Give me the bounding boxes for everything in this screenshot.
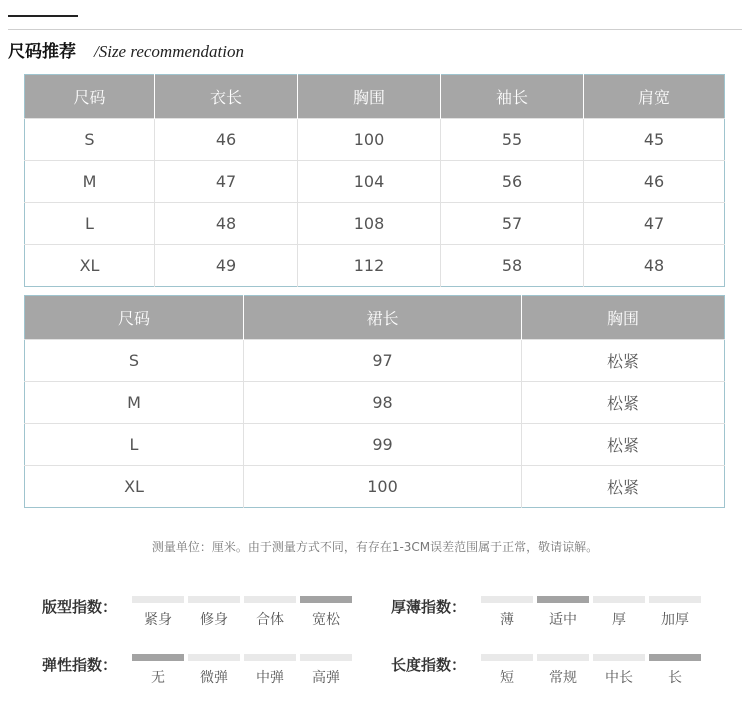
index-option <box>132 654 184 687</box>
header-cell: 尺码 <box>25 75 155 119</box>
index-option-label: 常规 <box>549 670 577 686</box>
table-cell: 104 <box>298 161 441 203</box>
table-header-row <box>25 75 725 119</box>
table-cell: L <box>25 203 155 245</box>
table-cell: 48 <box>584 245 725 287</box>
table-row <box>25 382 725 424</box>
table-cell: 48 <box>155 203 298 245</box>
index-option-label: 微弹 <box>200 670 228 686</box>
table-cell: 108 <box>298 203 441 245</box>
index-option <box>300 654 352 687</box>
table-cell: S <box>25 340 244 382</box>
table-cell: 58 <box>441 245 584 287</box>
index-option-label: 适中 <box>549 612 577 628</box>
table-cell: 112 <box>298 245 441 287</box>
index-bar <box>188 596 240 603</box>
size-table-bottom <box>24 295 725 508</box>
table-row <box>25 340 725 382</box>
index-option <box>481 654 533 687</box>
index-option-label: 短 <box>500 670 514 686</box>
table-cell: 100 <box>244 466 522 508</box>
table-cell: XL <box>25 245 155 287</box>
index-option-label: 修身 <box>200 612 228 628</box>
table-cell: 98 <box>244 382 522 424</box>
header-cell: 裙长 <box>244 296 522 340</box>
index-option <box>649 654 701 687</box>
table-cell: 57 <box>441 203 584 245</box>
index-option <box>593 654 645 687</box>
header-cell: 胸围 <box>298 75 441 119</box>
index-option <box>593 596 645 629</box>
index-option <box>244 654 296 687</box>
index-label: 厚薄指数： <box>391 598 467 616</box>
index-option <box>649 596 701 629</box>
table-cell: 松紧 <box>522 424 725 466</box>
index-bar <box>537 596 589 603</box>
table-cell: 松紧 <box>522 466 725 508</box>
index-option-label: 宽松 <box>312 612 340 628</box>
index-option-label: 长 <box>668 670 682 686</box>
table-cell: L <box>25 424 244 466</box>
index-option-label: 高弹 <box>312 670 340 686</box>
title-accent-bar <box>8 15 78 17</box>
table-row <box>25 119 725 161</box>
size-table-top <box>24 74 725 287</box>
index-option-label: 紧身 <box>144 612 172 628</box>
index-bar <box>593 596 645 603</box>
index-option <box>481 596 533 629</box>
index-option <box>537 596 589 629</box>
index-bar <box>649 596 701 603</box>
measurement-note: 测量单位：厘米。由于测量方式不同，有存在1-3CM误差范围属于正常，敬请谅解。 <box>151 540 599 554</box>
index-option-label: 薄 <box>500 612 514 628</box>
table-row <box>25 466 725 508</box>
header-cell: 袖长 <box>441 75 584 119</box>
table-cell: 99 <box>244 424 522 466</box>
index-bar <box>244 654 296 661</box>
table-cell: 46 <box>584 161 725 203</box>
table-row <box>25 203 725 245</box>
index-bar <box>132 654 184 661</box>
index-label: 弹性指数： <box>42 656 118 674</box>
index-bar <box>300 654 352 661</box>
index-bar <box>132 596 184 603</box>
table-row <box>25 424 725 466</box>
header-cell: 胸围 <box>522 296 725 340</box>
index-option <box>244 596 296 629</box>
index-option-label: 加厚 <box>661 612 689 628</box>
table-cell: M <box>25 382 244 424</box>
table-cell: 松紧 <box>522 340 725 382</box>
index-bar <box>300 596 352 603</box>
heading-cn: 尺码推荐 <box>8 42 76 62</box>
header-cell: 尺码 <box>25 296 244 340</box>
index-bar <box>593 654 645 661</box>
header-cell: 肩宽 <box>584 75 725 119</box>
table-cell: 松紧 <box>522 382 725 424</box>
header-cell: 衣长 <box>155 75 298 119</box>
index-bar <box>649 654 701 661</box>
table-cell: 45 <box>584 119 725 161</box>
index-option-label: 中弹 <box>256 670 284 686</box>
index-option-label: 厚 <box>612 612 626 628</box>
table-cell: 56 <box>441 161 584 203</box>
index-bar <box>481 654 533 661</box>
table-cell: XL <box>25 466 244 508</box>
index-bar <box>537 654 589 661</box>
table-cell: 100 <box>298 119 441 161</box>
table-cell: 46 <box>155 119 298 161</box>
table-cell: S <box>25 119 155 161</box>
table-cell: 97 <box>244 340 522 382</box>
index-option-label: 中长 <box>605 670 633 686</box>
index-label: 长度指数： <box>391 656 467 674</box>
table-cell: M <box>25 161 155 203</box>
index-bar <box>188 654 240 661</box>
index-option <box>537 654 589 687</box>
table-row <box>25 161 725 203</box>
index-label: 版型指数： <box>42 598 118 616</box>
index-bar <box>244 596 296 603</box>
table-cell: 47 <box>155 161 298 203</box>
index-option <box>188 596 240 629</box>
heading-en: /Size recommendation <box>94 42 244 61</box>
table-row <box>25 245 725 287</box>
table-cell: 47 <box>584 203 725 245</box>
index-option <box>300 596 352 629</box>
index-option-label: 合体 <box>256 612 284 628</box>
index-option-label: 无 <box>151 670 165 686</box>
section-heading <box>8 37 244 62</box>
index-bar <box>481 596 533 603</box>
index-option <box>188 654 240 687</box>
table-cell: 49 <box>155 245 298 287</box>
table-cell: 55 <box>441 119 584 161</box>
index-option <box>132 596 184 629</box>
table-header-row <box>25 296 725 340</box>
title-divider <box>8 29 742 30</box>
